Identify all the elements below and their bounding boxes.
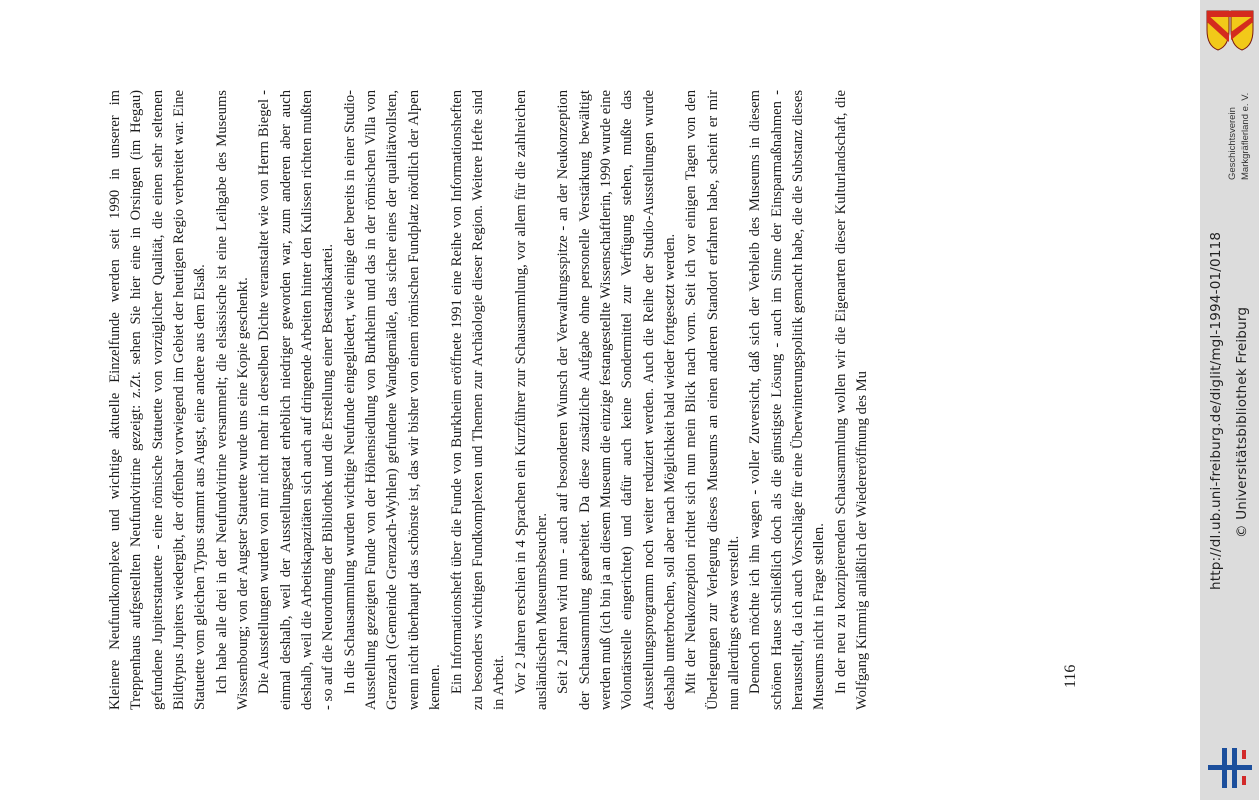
paragraph: In der neu zu konzipierenden Schausammlung wollen wir die Eigenarten dieser Kulturlandschaft, die Wolfgang Kimmig anläßlich der Wiedereröffnung des Mu	[832, 90, 871, 710]
copyright-notice: © Universitätsbibliothek Freiburg	[1234, 306, 1250, 538]
body-text	[105, 90, 873, 710]
society-name-line2: Markgräflerland e. V.	[1240, 92, 1251, 180]
rotated-sidebar-text	[1200, 0, 1259, 800]
paragraph: Dennoch möchte ich ihn wagen - voller Zuversicht, daß sich der Verbleib des Museums in diesem schönen Hause schließlich doch als die günstigste Lösung - auch im Sinne der Einsparmaßnahmen - herausstellt, da ich auch Vorschläge für eine Überwinterungspolitik gemacht habe, die die Substanz dieses Museums nicht in Frage stellen.	[747, 90, 828, 710]
paragraph: Seit 2 Jahren wird nun - auch auf besonderen Wunsch der Verwaltungsspitze - an der Neukonzeption der Schausammlung gearbeitet. Da diese zusätzliche Aufgabe ohne personelle Verstärkung bewältigt werden muß (ich bin ja an diesem Museum die einzige festangestellte Wissenschaftlerin, 1990 wurde eine Volontärstelle eingerichtet) und dafür auch keine Sondermittel zur Verfügung stehen, mußte das Ausstellungsprogramm noch weiter reduziert werden. Auch die Reihe der Studio-Ausstellungen wurde deshalb unterbrochen, soll aber nach Möglichkeit bald wieder fortgesetzt werden.	[555, 90, 678, 710]
paragraph: Ein Informationsheft über die Funde von Burkheim eröffnete 1991 eine Reihe von Informationsheften zu besonders wichtigen Fundkomplexen und Themen zur Archäologie dieser Region. Weitere Hefte sind in Arbeit.	[448, 90, 508, 710]
society-name-line1: Geschichtsverein	[1227, 107, 1238, 180]
coat-of-arms-icon	[1205, 8, 1255, 52]
crest-chief	[1207, 11, 1253, 17]
ub-freiburg-logo-icon	[1208, 748, 1252, 788]
paragraph: Vor 2 Jahren erschien in 4 Sprachen ein Kurzführer zur Schausammlung, vor allem für die zahlreichen ausländischen Museumsbesucher.	[512, 90, 550, 710]
paragraph: Kleinere Neufundkomplexe und wichtige aktuelle Einzelfunde werden seit 1990 in unserer im Treppenhaus aufgestellten Neufundvitrine gezeigt: z.Zt. sehen Sie hier eine in Orsingen (im Hegau) gefundene Jupiterstatuette - eine römische Statuette von vorzüglicher Qualität, die einen sehr seltenen Bildtypus Jupiters wiedergibt, der offenbar vorwiegend im Gebiet der heutigen Regio verbreitet war. Eine Statuette vom gleichen Typus stammt aus Augst, eine andere aus dem Elsaß.	[107, 90, 209, 710]
paragraph: Mit der Neukonzeption richtet sich nun mein Blick nach vorn. Seit ich vor einigen Tagen von den Überlegungen zur Verlegung dieses Museums an einen anderen Standort erfahren habe, scheint er mir nun allerdings etwas verstellt.	[683, 90, 742, 710]
paragraph: Die Ausstellungen wurden von mir nicht mehr in derselben Dichte veranstaltet wie von Herrn Biegel - einmal deshalb, weil der Ausstellungsetat erheblich niedriger geworden war, zum anderen aber auch deshalb, weil die Arbeitskapazitäten sich auch auf dringende Arbeiten hinter den Kulissen richten mußten - so auf die Neuordnung der Bibliothek und die Erstellung einer Bestandskartei.	[256, 90, 337, 710]
permalink-url[interactable]: http://dl.ub.uni-freiburg.de/diglit/mgl-1994-01/0118	[1208, 231, 1224, 590]
page-number: 116	[1062, 664, 1079, 688]
citation-sidebar	[1200, 0, 1259, 800]
paragraph: Ich habe alle drei in der Neufundvitrine versammelt; die elsässische ist eine Leihgabe des Museums Wissembourg; von der Augster Statuette wurde uns eine Kopie geschenkt.	[213, 90, 252, 710]
paragraph: In die Schausammlung wurden wichtige Neufunde eingegliedert, wie einige der bereits in einer Studio-Ausstellung gezeigten Funde von der Höhensiedlung von Burkheim und das in der römischen Villa von Grenzach (Gemeinde Grenzach-Wyhlen) gefundene Wandgemälde, das sicher eines der qualitätvollsten, wenn nicht überhaupt das schönste ist, das wir bisher von einem römischen Fundplatz nördlich der Alpen kennen.	[341, 90, 444, 710]
